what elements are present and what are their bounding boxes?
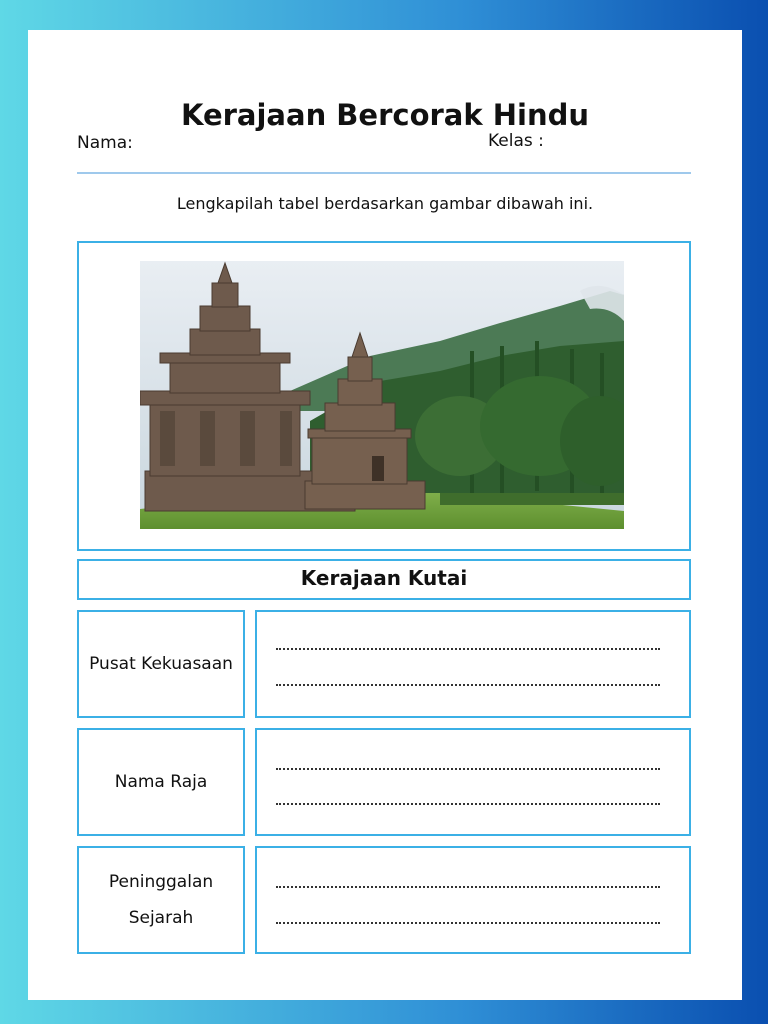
kingdom-title: Kerajaan Kutai — [300, 566, 468, 590]
nama-label: Nama: — [77, 133, 133, 153]
kelas-label: Kelas : — [488, 131, 544, 151]
row-label-text: Peninggalan Sejarah — [108, 872, 214, 928]
kingdom-heading-box — [77, 559, 691, 600]
answer-field-peninggalan-sejarah[interactable] — [255, 846, 691, 954]
answer-dotted-line — [276, 886, 660, 888]
temple-photo-icon — [140, 261, 624, 529]
row-label-text: Pusat Kekuasaan — [89, 654, 233, 674]
answer-field-nama-raja[interactable] — [255, 728, 691, 836]
worksheet-page — [28, 30, 742, 1000]
answer-dotted-line — [276, 922, 660, 924]
answer-dotted-line — [276, 768, 660, 770]
page-title: Kerajaan Bercorak Hindu — [180, 98, 590, 132]
row-label-peninggalan-sejarah — [77, 846, 245, 954]
answer-dotted-line — [276, 684, 660, 686]
answer-dotted-line — [276, 803, 660, 805]
row-label-text: Nama Raja — [114, 772, 208, 792]
row-label-nama-raja — [77, 728, 245, 836]
row-label-pusat-kekuasaan — [77, 610, 245, 718]
answer-dotted-line — [276, 648, 660, 650]
answer-field-pusat-kekuasaan[interactable] — [255, 610, 691, 718]
photo-frame — [77, 241, 691, 551]
instruction-text: Lengkapilah tabel berdasarkan gambar dibawah ini. — [176, 194, 594, 213]
header-divider — [77, 172, 691, 174]
